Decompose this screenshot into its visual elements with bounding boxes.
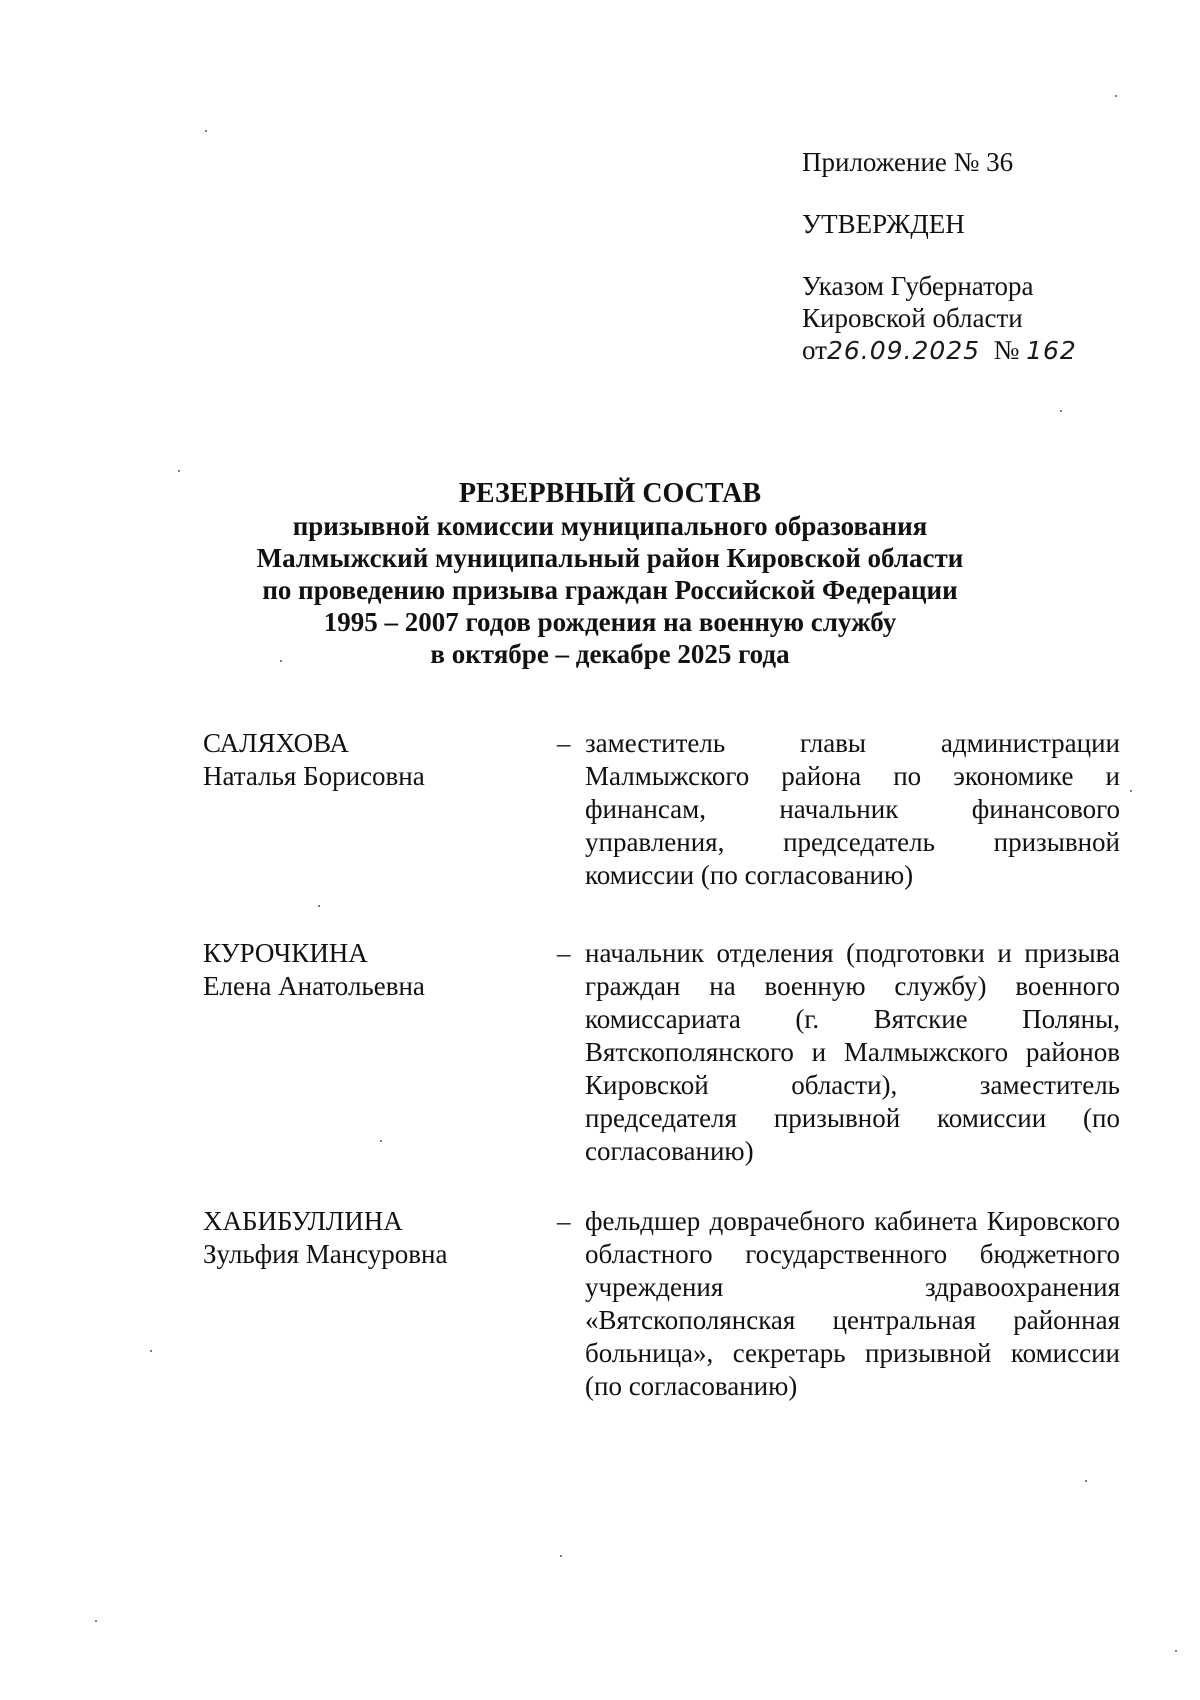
scan-speck (1175, 1650, 1177, 1652)
member-surname: ХАБИБУЛЛИНА (203, 1206, 403, 1236)
scan-speck (205, 130, 207, 132)
approval-block (802, 146, 1162, 367)
scan-speck (178, 470, 180, 472)
member-given-names: Елена Анатольевна (203, 971, 425, 1001)
scan-speck (1130, 790, 1132, 792)
member-name (203, 937, 543, 1205)
scan-speck (1085, 1480, 1087, 1482)
approved-label: УТВЕРЖДЕН (802, 209, 965, 239)
member-role: заместитель главы администрации Малмыжского района по экономике и финансам, начальник финансового управления, председатель призывной комиссии (по согласованию) (585, 728, 1120, 890)
member-entry (203, 1205, 1128, 1405)
member-surname: САЛЯХОВА (203, 728, 349, 758)
decree-date-number (802, 334, 1162, 367)
scan-speck (380, 1140, 382, 1142)
title-line-5: 1995 – 2007 годов рождения на военную службу (323, 607, 897, 637)
scan-speck (95, 1620, 97, 1622)
scan-speck (560, 1555, 562, 1557)
approved-by-line-2: Кировской области (802, 303, 1023, 333)
scan-speck (318, 905, 320, 907)
member-name (203, 727, 543, 937)
scan-speck (280, 660, 282, 662)
member-name (203, 1205, 543, 1405)
number-prefix: № (993, 335, 1020, 365)
member-given-names: Наталья Борисовна (203, 761, 425, 791)
annex-number: Приложение № 36 (802, 147, 1014, 177)
handwritten-date: 26.09.2025 (826, 336, 981, 365)
member-entry (203, 937, 1128, 1205)
member-dash: – (557, 728, 571, 758)
member-list (203, 727, 1128, 1405)
member-role: начальник отделения (подготовки и призыва граждан на военную службу) военного комиссариата (г. Вятские Поляны, Вятскополянского и Малмыжского районов Кировской области), заместитель председателя призывной комиссии (по согласованию) (585, 938, 1120, 1166)
member-role: фельдшер доврачебного кабинета Кировского областного государственного бюджетного учреждения здравоохранения «Вятскополянская центральная районная больница», секретарь призывной комиссии (по согласованию) (585, 1206, 1120, 1401)
from-prefix: от (802, 335, 827, 365)
title-line-4: по проведению призыва граждан Российской Федерации (262, 575, 958, 605)
title-line-6: в октябре – декабре 2025 года (430, 639, 790, 669)
approved-by-line-1: Указом Губернатора (802, 271, 1034, 301)
scan-speck (150, 1350, 152, 1352)
document-title (200, 478, 1020, 670)
member-dash: – (557, 1206, 571, 1236)
member-given-names: Зульфия Мансуровна (203, 1239, 448, 1269)
title-line-3: Малмыжский муниципальный район Кировской области (256, 543, 964, 573)
scan-speck (1115, 95, 1117, 97)
scan-speck (1060, 410, 1062, 412)
member-entry (203, 727, 1128, 937)
title-line-2: призывной комиссии муниципального образования (292, 511, 928, 541)
member-surname: КУРОЧКИНА (203, 938, 368, 968)
title-line-1: РЕЗЕРВНЫЙ СОСТАВ (458, 478, 762, 509)
handwritten-number: 162 (1026, 336, 1077, 365)
member-dash: – (557, 938, 571, 968)
